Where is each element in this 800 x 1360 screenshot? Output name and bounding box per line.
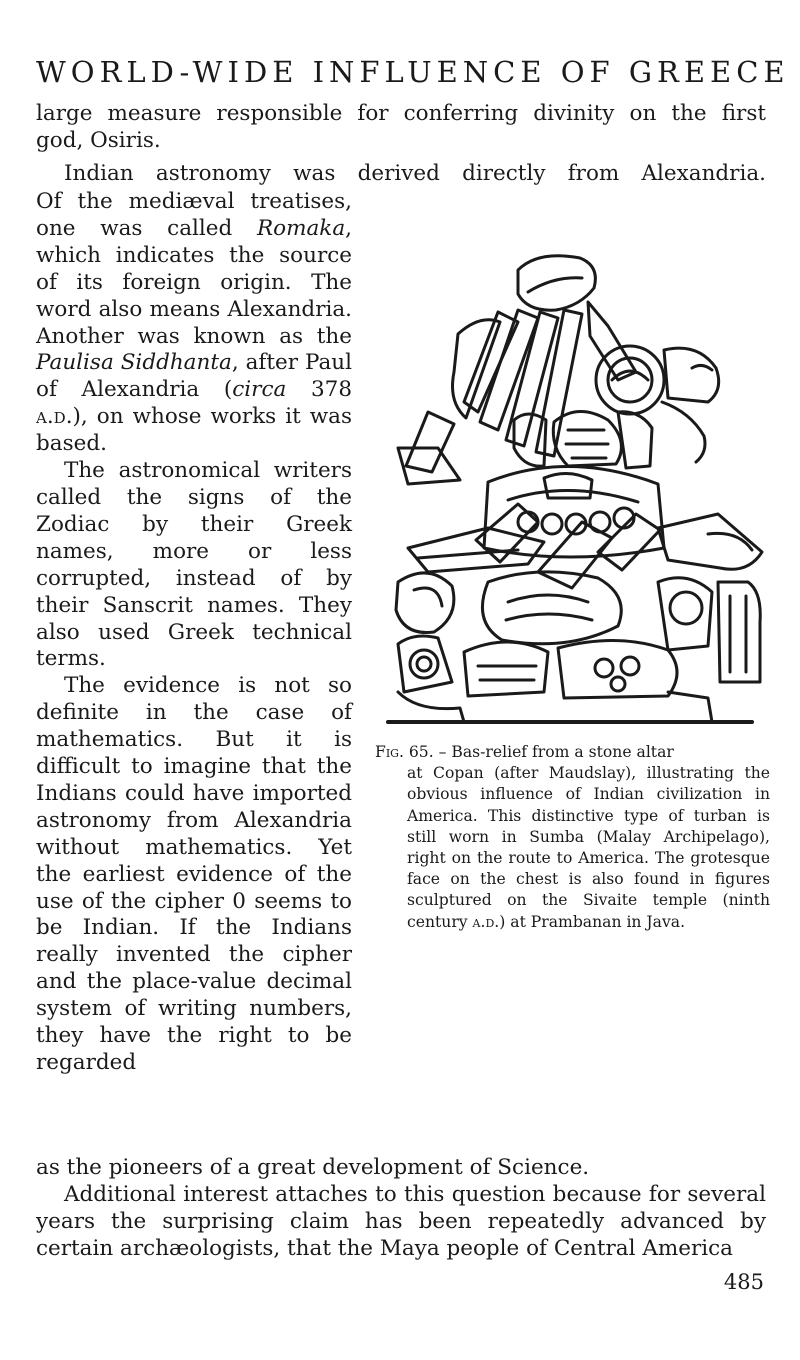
top-paragraph [36, 100, 766, 154]
caption-first-text: Bas-relief from a stone altar [451, 743, 674, 761]
running-header: WORLD-WIDE INFLUENCE OF GREECE [36, 55, 790, 89]
caption-body-a: at Copan (after Maudslay), illustrating the obvious influence of Indian civilization in America. This distinctive type of turban is still worn in Sumba (Malay Archipelago), right on the route to America. The grotesque face on the chest is also found in figures sculptured on the Sivaite temple (ninth century [407, 764, 770, 931]
bas-relief-illustration [368, 252, 772, 730]
p1-after: , after Paul of Alexandria ( [36, 350, 352, 403]
bottom-line-1: as the pioneers of a great development of Science. [36, 1155, 590, 1180]
text-column [36, 189, 352, 1077]
caption-body [375, 763, 770, 933]
caption-ad: a.d. [472, 912, 500, 931]
p1-ad: a.d. [36, 404, 73, 430]
title-paulisa: Paulisa Siddhanta [36, 350, 232, 376]
caption-label: Fig. 65. [375, 743, 434, 761]
circa: circa [232, 377, 287, 403]
caption-body-b: ) at Prambanan in Java. [499, 912, 686, 931]
p1-year: 378 [286, 377, 352, 403]
title-romaka: Romaka [256, 215, 346, 241]
caption-dash: – [433, 743, 452, 761]
column-paragraph-1 [36, 189, 352, 458]
bottom-paragraph: Additional interest attaches to this question because for several years the surprising claim has been repeatedly advanced by certain archæologists, that the Maya people of Central America [36, 1182, 766, 1261]
figure-bas-relief [368, 252, 772, 730]
column-paragraph-3: The evidence is not so definite in the case of mathematics. But it is difficult to imagine that the Indians could have imported astronomy from Alexandria without mathematics. Yet the earliest evidence of the use of the cipher 0 seems to be Indian. If the Indians really invented the cipher and the place-value decimal system of writing numbers, they have the right to be regarded [36, 673, 352, 1075]
page-number: 485 [723, 1270, 764, 1294]
p1-end: ), on whose works it was based. [36, 404, 352, 457]
top-paragraph-line-2: god, Osiris. [36, 128, 161, 153]
caption-first-line [375, 742, 770, 763]
p1-mid: , which indicates the source of its foreign origin. The word also means Alexandria. Another was known as the [36, 215, 352, 349]
figure-caption [375, 742, 770, 933]
indian-astronomy-line: Indian astronomy was derived directly from Alexandria. [64, 161, 766, 186]
p1-intro: Of the mediæval treatises, one was called [36, 189, 352, 241]
column-paragraph-2: The astronomical writers called the signs of the Zodiac by their Greek names, more or less corrupted, instead of by their Sanscrit names. They also used Greek technical terms. [36, 458, 352, 672]
top-paragraph-line-1: large measure responsible for conferring divinity on the first [36, 101, 766, 126]
